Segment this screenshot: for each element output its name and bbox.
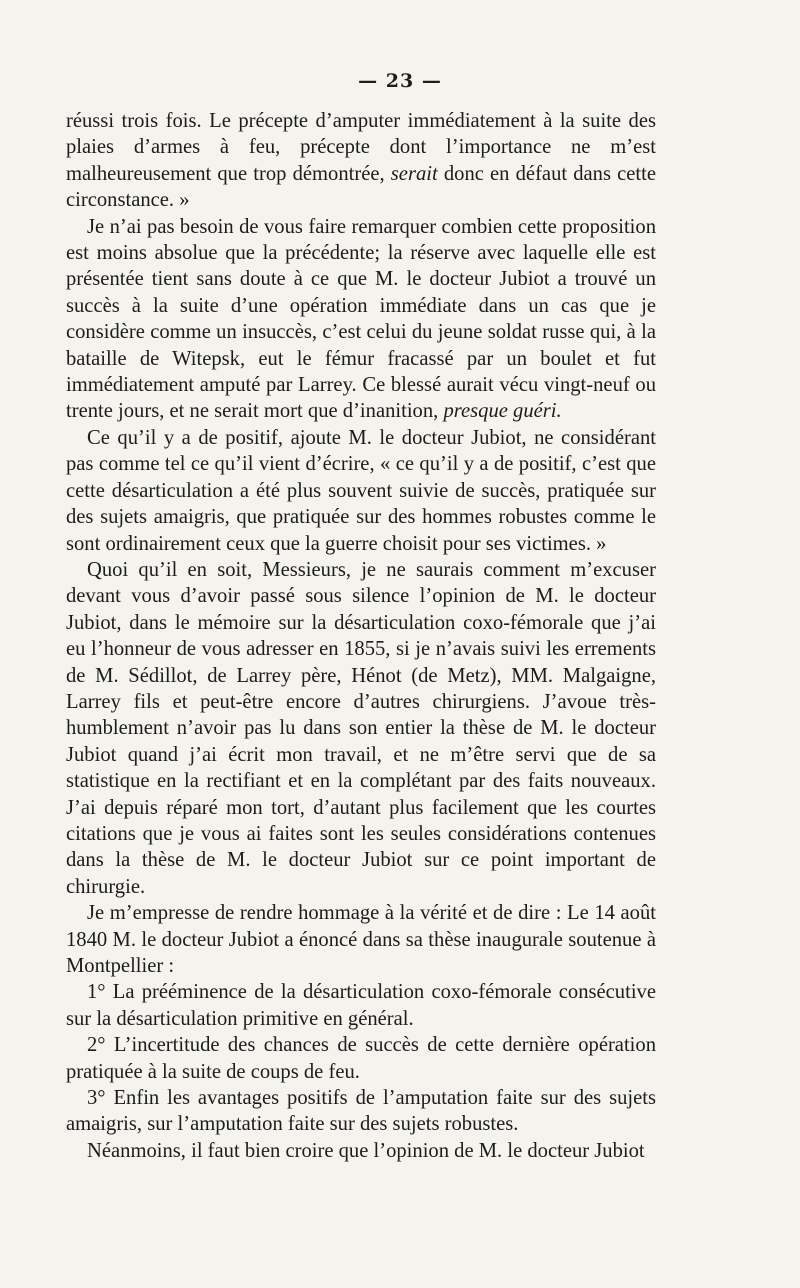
paragraph-text: Je m’empresse de rendre hommage à la vérité et de dire : Le 14 août 1840 M. le docteur Jubiot a énoncé dans sa thèse inaugurale soutenue à Montpellier : (66, 902, 656, 977)
paragraph (66, 1138, 656, 1164)
paragraph-text: Néanmoins, il faut bien croire que l’opinion de M. le docteur Jubiot (87, 1139, 645, 1162)
paragraph-text: 2° L’incertitude des chances de succès de cette dernière opération pratiquée à la suite de coups de feu. (66, 1034, 656, 1083)
paragraph-text: 3° Enfin les avantages positifs de l’amputation faite sur des sujets amaigris, sur l’amputation faite sur des sujets robustes. (66, 1087, 656, 1136)
page-number: — 23 — (358, 70, 442, 92)
paragraph (66, 425, 656, 557)
paragraph (66, 557, 656, 900)
paragraph-text: 1° La prééminence de la désarticulation coxo-fémorale consécutive sur la désarticulation primitive en général. (66, 981, 656, 1030)
paragraph-text: Je n’ai pas besoin de vous faire remarquer combien cette proposition est moins absolue que la précédente; la réserve avec laquelle elle est présentée tient sans doute à ce que M. le docteur Jubiot a trouvé un succès à la suite d’une opération immédiate dans un cas que je considère comme un insuccès, c’est celui du jeune soldat russe qui, à la bataille de Witepsk, eut le fémur fracassé par un boulet et fut immédiatement amputé par Larrey. Ce blessé aurait vécu vingt-neuf ou trente jours, et ne serait mort que d’inanition, (66, 215, 656, 423)
paragraph (66, 108, 656, 214)
emphasized-text: presque guéri. (443, 400, 562, 423)
body-text (66, 108, 656, 1164)
paragraph (66, 1085, 656, 1138)
emphasized-text: serait (390, 162, 438, 185)
paragraph-text: Quoi qu’il en soit, Messieurs, je ne saurais comment m’excuser devant vous d’avoir passé sous silence l’opinion de M. le docteur Jubiot, dans le mémoire sur la désarticulation coxo-fémorale que j’ai eu l’honneur de vous adresser en 1855, si je n’avais suivi les errements de M. Sédillot, de Larrey père, Hénot (de Metz), MM. Malgaigne, Larrey fils et peut-être encore d’autres chirurgiens. J’avoue très-humblement n’avoir pas lu dans son entier la thèse de M. le docteur Jubiot quand j’ai écrit mon travail, et ne m’être servi que de sa statistique en la rectifiant et en la complétant par des faits nouveaux. J’ai depuis réparé mon tort, d’autant plus facilement que les courtes citations que je vous ai faites sont les seules considérations contenues dans la thèse de M. le docteur Jubiot sur ce point important de chirurgie. (66, 558, 656, 898)
paragraph-text: Ce qu’il y a de positif, ajoute M. le docteur Jubiot, ne considérant pas comme tel ce qu’il vient d’écrire, « ce qu’il y a de positif, c’est que cette désarticulation a été plus souvent suivie de succès, pratiquée sur des sujets amaigris, que pratiquée sur des hommes robustes comme le sont ordinairement ceux que la guerre choisit pour ses victimes. » (66, 426, 656, 555)
paragraph-text: réussi trois fois. Le précepte d’amputer immédiatement à la suite des plaies d’armes à feu, précepte dont l’importance ne m’est malheureusement que trop démontrée, (66, 110, 656, 185)
paragraph (66, 979, 656, 1032)
paragraph (66, 900, 656, 979)
paragraph (66, 214, 656, 425)
paragraph-text: donc en défaut dans cette circonstance. » (66, 162, 656, 212)
paragraph (66, 1032, 656, 1085)
